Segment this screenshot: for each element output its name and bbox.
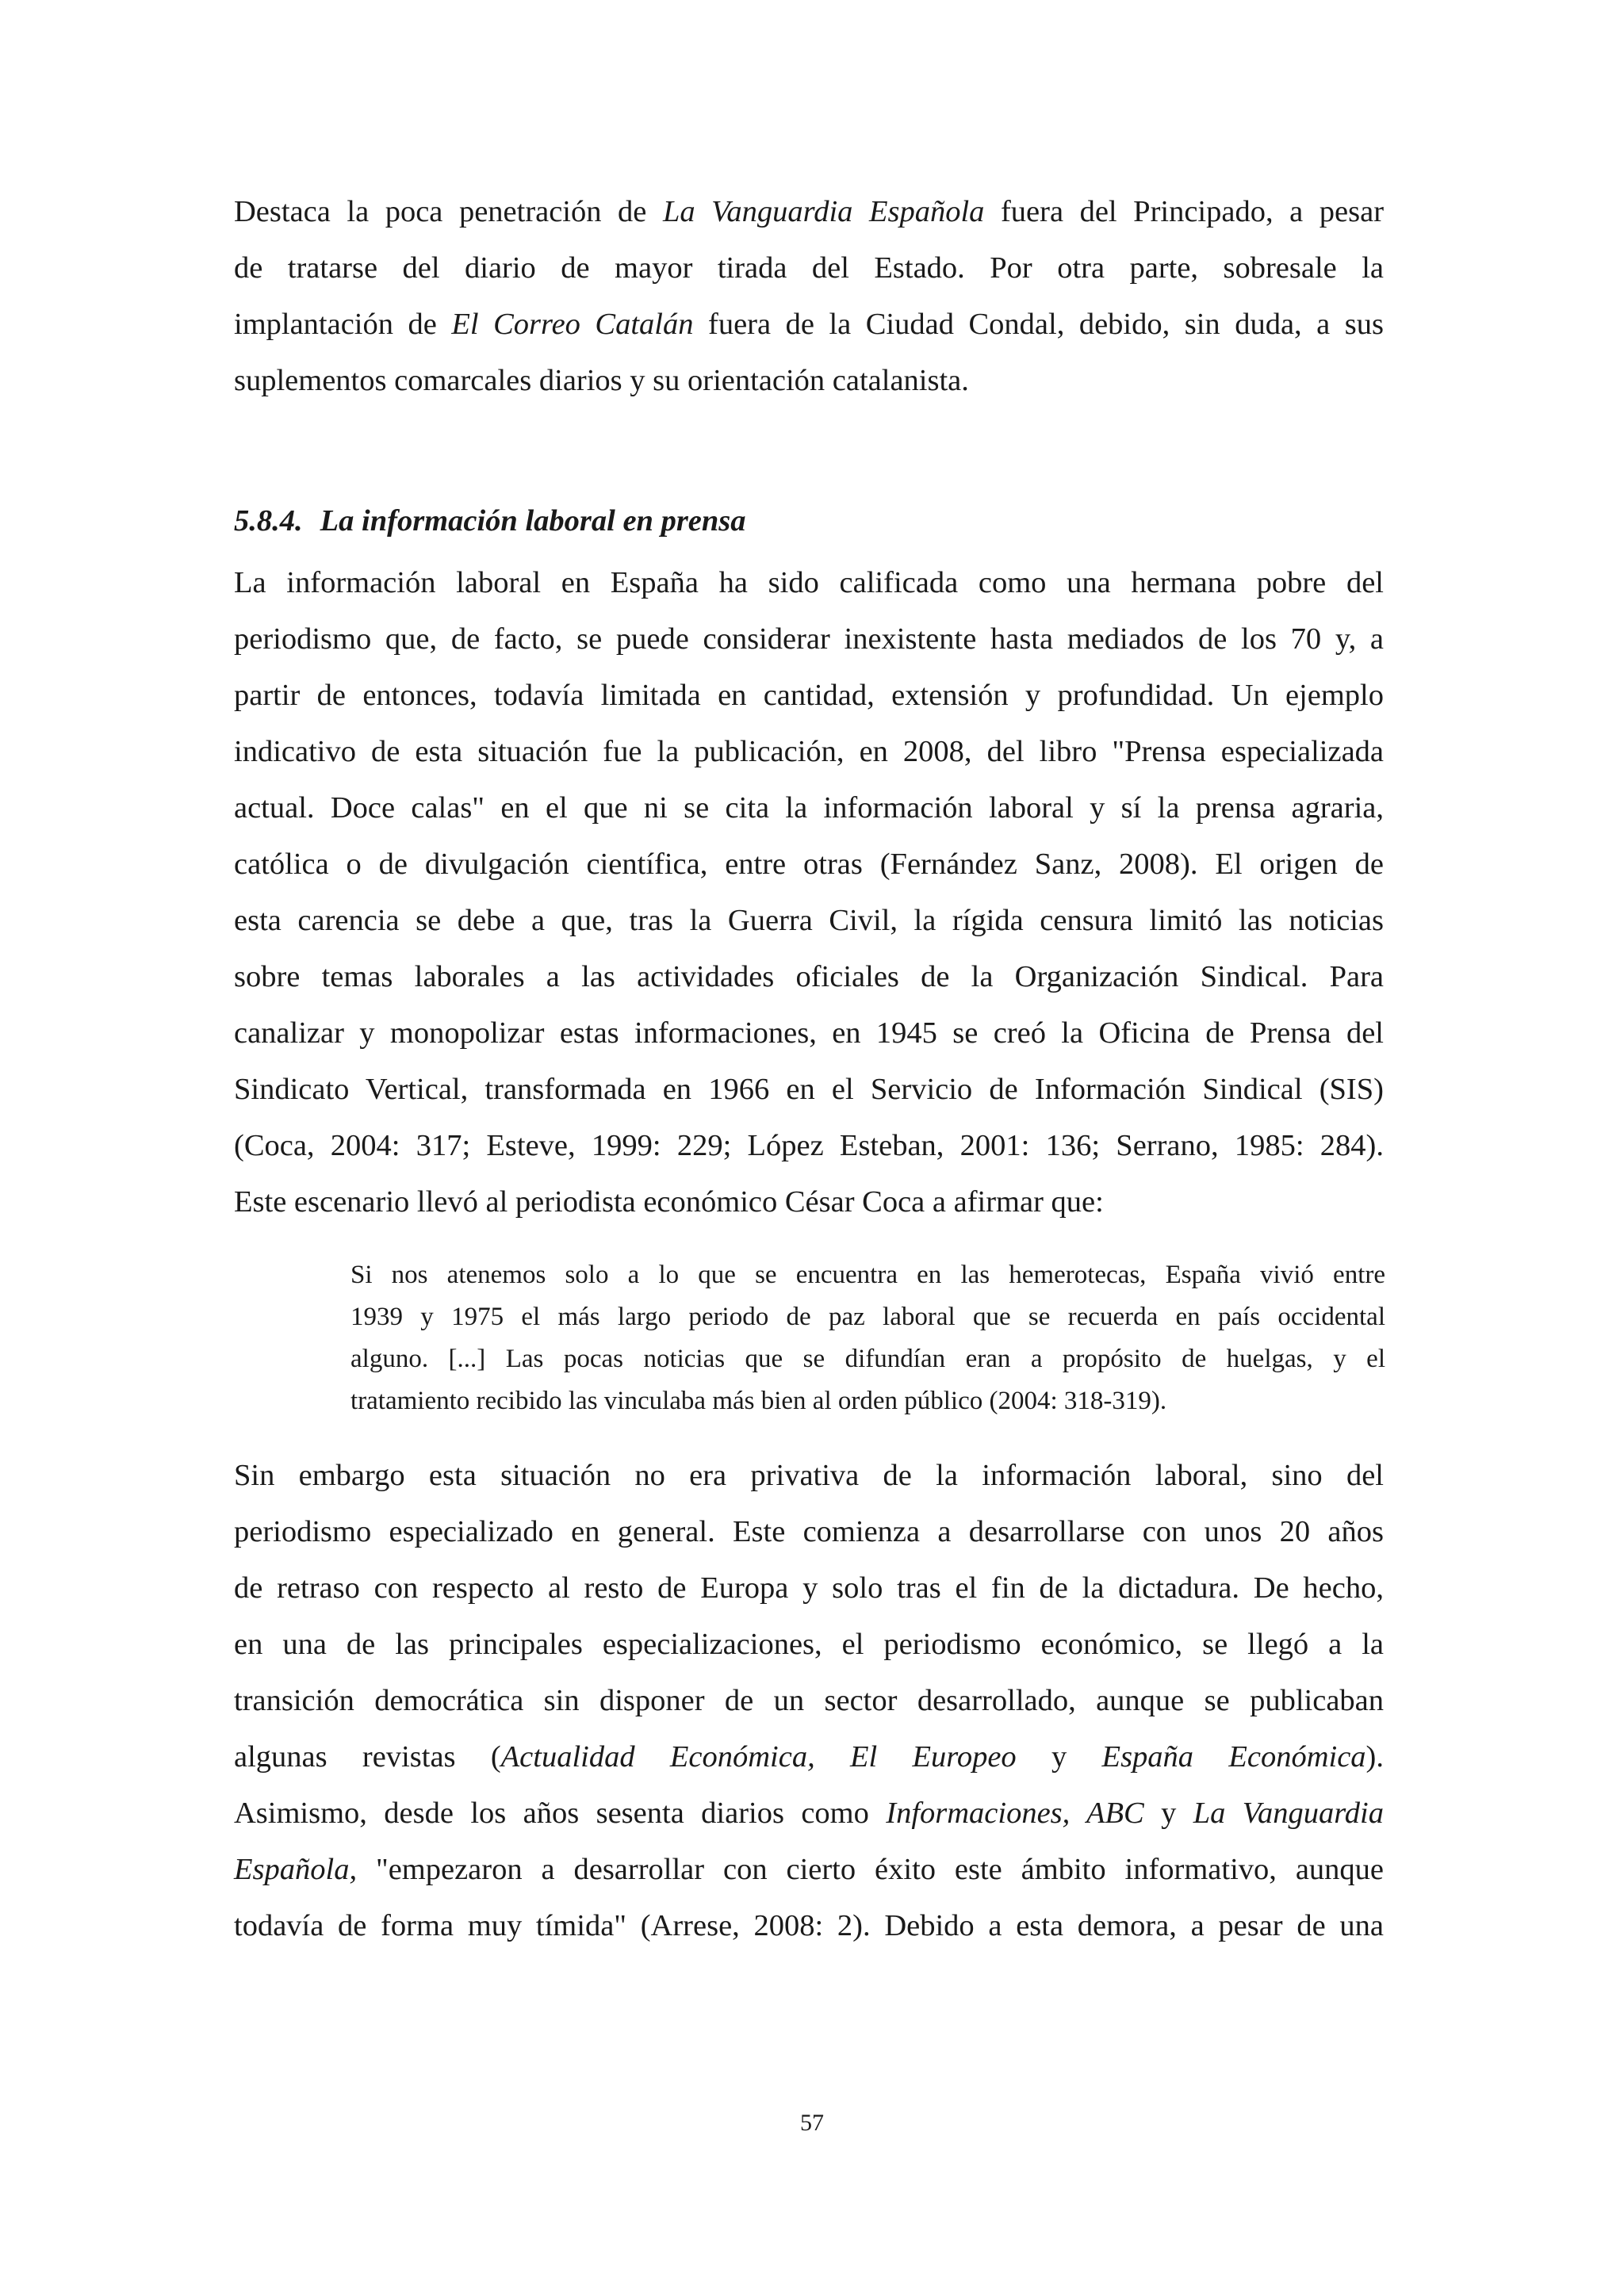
text-line	[234, 1729, 1384, 1785]
paragraph-specialized-journalism	[234, 1448, 1384, 1954]
section-title: La información laboral en prensa	[320, 504, 746, 538]
text-line: suplementos comarcales diarios y su orientación catalanista.	[234, 364, 969, 397]
text-line: sobre temas laborales a las actividades oficiales de la Organización Sindical. Para	[234, 960, 1384, 993]
text-line: La información laboral en España ha sido calificada como una hermana pobre del	[234, 566, 1384, 599]
quote-line: 1939 y 1975 el más largo periodo de paz laboral que se recuerda en país occidental	[350, 1303, 1385, 1331]
paragraph-labor-info	[234, 555, 1384, 1230]
text-run: fuera de la Ciudad Condal, debido, sin duda, a sus	[693, 308, 1384, 341]
text-run: algunas revistas (	[234, 1740, 501, 1774]
newspaper-title: El Correo Catalán	[451, 308, 694, 341]
newspaper-title: Española,	[234, 1853, 358, 1886]
text-run: y	[1016, 1740, 1102, 1774]
newspaper-title: La Vanguardia	[1193, 1797, 1384, 1830]
text-line	[234, 184, 1384, 240]
text-line: de retraso con respecto al resto de Europa y solo tras el fin de la dictadura. De hecho,	[234, 1571, 1384, 1605]
newspaper-title: Informaciones, ABC	[886, 1797, 1144, 1830]
page-number: 57	[800, 2110, 824, 2136]
text-run: y	[1143, 1797, 1193, 1830]
text-line: transición democrática sin disponer de un sector desarrollado, aunque se publicaban	[234, 1684, 1384, 1717]
magazine-title: Actualidad Económica, El Europeo	[500, 1740, 1017, 1774]
text-line	[234, 297, 1384, 353]
quote-line: alguno. [...] Las pocas noticias que se difundían eran a propósito de huelgas, y el	[350, 1345, 1385, 1373]
text-line: esta carencia se debe a que, tras la Guerra Civil, la rígida censura limitó las noticias	[234, 904, 1384, 937]
text-line: de tratarse del diario de mayor tirada del Estado. Por otra parte, sobresale la	[234, 251, 1384, 285]
text-line: todavía de forma muy tímida" (Arrese, 2008: 2). Debido a esta demora, a pesar de una	[234, 1909, 1384, 1942]
text-run: Destaca la poca penetración de	[234, 195, 663, 228]
magazine-title: España Económica	[1101, 1740, 1366, 1774]
section-number: 5.8.4.	[234, 504, 303, 538]
text-line: periodismo que, de facto, se puede considerar inexistente hasta mediados de los 70 y, a	[234, 622, 1384, 656]
text-line: Este escenario llevó al periodista económico César Coca a afirmar que:	[234, 1185, 1104, 1219]
text-run: fuera del Principado, a pesar	[984, 195, 1385, 228]
text-line: canalizar y monopolizar estas informaciones, en 1945 se creó la Oficina de Prensa del	[234, 1016, 1384, 1050]
text-line	[234, 1842, 1384, 1898]
text-run: "empezaron a desarrollar con cierto éxito este ámbito informativo, aunque	[357, 1853, 1384, 1886]
block-quote	[350, 1254, 1385, 1422]
text-run: implantación de	[234, 308, 452, 341]
text-line: periodismo especializado en general. Este comienza a desarrollarse con unos 20 años	[234, 1515, 1384, 1548]
text-line: Sindicato Vertical, transformada en 1966 en el Servicio de Información Sindical (SIS)	[234, 1073, 1384, 1106]
quote-line: tratamiento recibido las vinculaba más bien al orden público (2004: 318-319).	[350, 1387, 1167, 1415]
quote-line: Si nos atenemos solo a lo que se encuentra en las hemerotecas, España vivió entre	[350, 1261, 1385, 1289]
newspaper-title: La Vanguardia Española	[662, 195, 985, 228]
text-line: partir de entonces, todavía limitada en cantidad, extensión y profundidad. Un ejemplo	[234, 679, 1384, 712]
text-line: católica o de divulgación científica, entre otras (Fernández Sanz, 2008). El origen de	[234, 848, 1384, 881]
text-run: ).	[1365, 1740, 1384, 1774]
text-line: Sin embargo esta situación no era privativa de la información laboral, sino del	[234, 1459, 1384, 1492]
text-line	[234, 1785, 1384, 1842]
text-run: Asimismo, desde los años sesenta diarios como	[234, 1797, 887, 1830]
text-line: en una de las principales especializaciones, el periodismo económico, se llegó a la	[234, 1628, 1384, 1661]
text-line: indicativo de esta situación fue la publicación, en 2008, del libro "Prensa especializada	[234, 735, 1384, 768]
text-line: (Coca, 2004: 317; Esteve, 1999: 229; López Esteban, 2001: 136; Serrano, 1985: 284).	[234, 1129, 1384, 1162]
paragraph-intro	[234, 184, 1384, 409]
section-heading	[234, 493, 746, 549]
text-line: actual. Doce calas" en el que ni se cita la información laboral y sí la prensa agraria,	[234, 791, 1384, 825]
